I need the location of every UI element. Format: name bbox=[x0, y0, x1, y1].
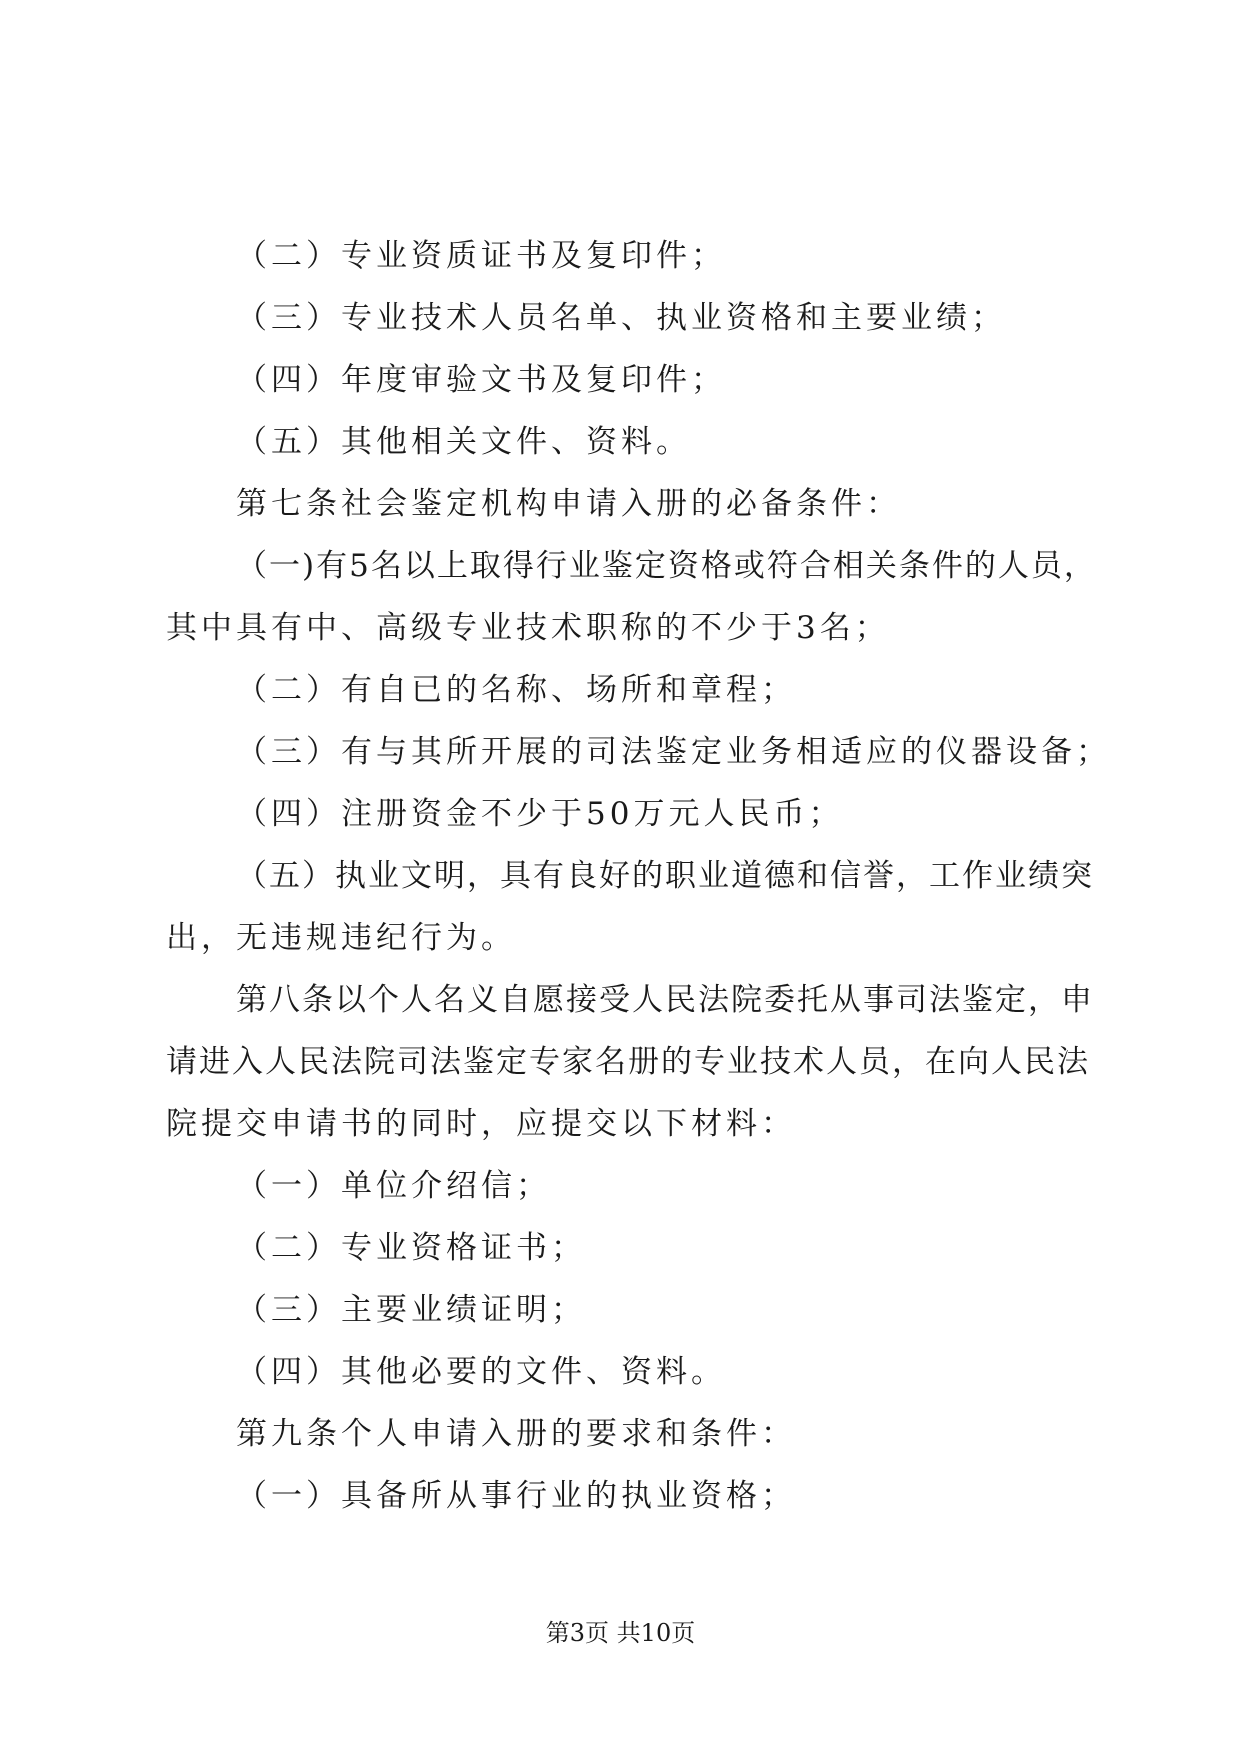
line-materials-5: （五）其他相关文件、资料。 bbox=[236, 424, 691, 460]
line-materials-2: （二）专业资质证书及复印件； bbox=[236, 238, 726, 274]
line-article-8-item-4: （四）其他必要的文件、资料。 bbox=[236, 1354, 726, 1390]
line-article-8-cont-1: 请进入人民法院司法鉴定专家名册的专业技术人员，在向人民法 bbox=[166, 1044, 1090, 1080]
line-article-9: 第九条个人申请入册的要求和条件： bbox=[236, 1416, 796, 1452]
line-article-7-item-3: （三）有与其所开展的司法鉴定业务相适应的仪器设备； bbox=[236, 734, 1111, 770]
line-article-7-item-1: （一)有5名以上取得行业鉴定资格或符合相关条件的人员， bbox=[236, 548, 1097, 584]
line-article-7-item-5-cont: 出，无违规违纪行为。 bbox=[166, 920, 516, 956]
page-number-footer: 第3页 共10页 bbox=[545, 1619, 696, 1647]
line-article-9-item-1: （一）具备所从事行业的执业资格； bbox=[236, 1478, 796, 1514]
line-materials-4: （四）年度审验文书及复印件； bbox=[236, 362, 726, 398]
line-article-8-item-3: （三）主要业绩证明； bbox=[236, 1292, 586, 1328]
line-article-8-item-2: （二）专业资格证书； bbox=[236, 1230, 586, 1266]
line-article-7-item-1-cont: 其中具有中、高级专业技术职称的不少于3名； bbox=[166, 610, 890, 646]
line-article-7-item-4: （四）注册资金不少于50万元人民币； bbox=[236, 796, 844, 832]
line-article-8: 第八条以个人名义自愿接受人民法院委托从事司法鉴定，申 bbox=[236, 982, 1094, 1018]
line-materials-3: （三）专业技术人员名单、执业资格和主要业绩； bbox=[236, 300, 1006, 336]
line-article-7: 第七条社会鉴定机构申请入册的必备条件： bbox=[236, 486, 901, 522]
line-article-8-cont-2: 院提交申请书的同时，应提交以下材料： bbox=[166, 1106, 796, 1142]
line-article-7-item-5: （五）执业文明，具有良好的职业道德和信誉，工作业绩突 bbox=[236, 858, 1094, 894]
line-article-8-item-1: （一）单位介绍信； bbox=[236, 1168, 551, 1204]
line-article-7-item-2: （二）有自已的名称、场所和章程； bbox=[236, 672, 796, 708]
